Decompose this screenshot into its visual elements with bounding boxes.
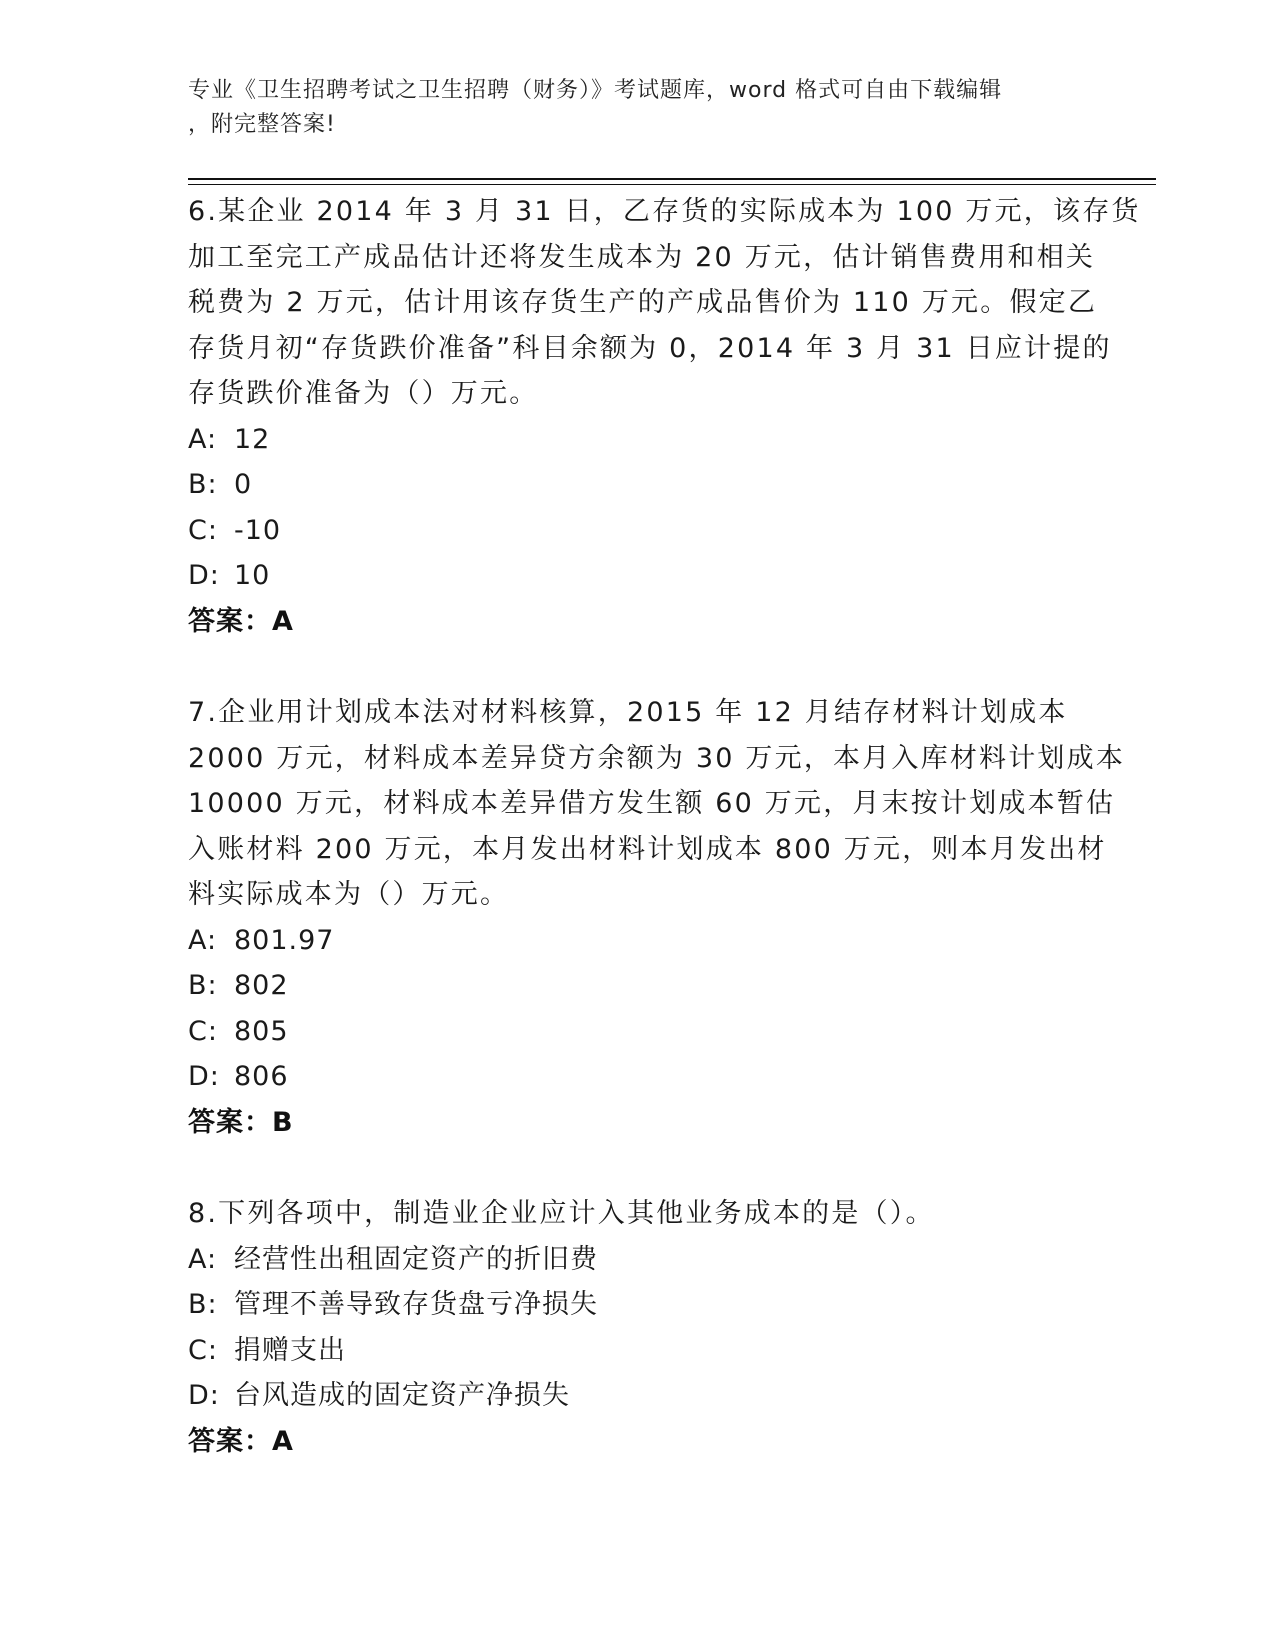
option-b	[188, 462, 1118, 508]
question-6	[188, 189, 1141, 644]
option-label: C:	[188, 1015, 218, 1047]
option-a	[188, 1237, 1118, 1283]
option-text: 10	[234, 560, 271, 591]
option-text: 管理不善导致存货盘亏净损失	[234, 1289, 598, 1320]
option-text: 经营性出租固定资产的折旧费	[234, 1243, 598, 1275]
question-stem-line: 6.某企业 2014 年 3 月 31 日，乙存货的实际成本为 100 万元，该存货	[188, 196, 1141, 227]
option-label: A:	[188, 423, 218, 455]
option-a	[188, 417, 1118, 463]
option-d	[188, 553, 1118, 599]
option-label: C:	[188, 1334, 218, 1366]
option-c	[188, 1009, 1118, 1055]
option-text: 806	[234, 1061, 289, 1092]
answer-line: 答案：B	[188, 1106, 294, 1138]
question-stem-line: 10000 万元，材料成本差异借方发生额 60 万元，月末按计划成本暂估	[188, 788, 1116, 819]
header-divider-thin	[188, 184, 1156, 185]
option-c	[188, 508, 1118, 554]
option-text: 801.97	[234, 924, 335, 956]
option-label: B:	[188, 970, 218, 1001]
option-c	[188, 1328, 1118, 1374]
option-text: 802	[234, 970, 289, 1001]
question-stem-line: 存货跌价准备为（）万元。	[188, 378, 539, 409]
header-divider-thick	[188, 178, 1156, 180]
option-text: 台风造成的固定资产净损失	[234, 1380, 570, 1411]
question-8	[188, 1191, 1118, 1464]
question-stem-line: 料实际成本为（）万元。	[188, 879, 510, 910]
option-text: 捐赠支出	[234, 1334, 346, 1366]
document-header	[188, 74, 1088, 142]
answer-line: 答案：A	[188, 605, 294, 637]
question-stem-line: 7.企业用计划成本法对材料核算，2015 年 12 月结存材料计划成本	[188, 697, 1068, 728]
question-stem-line: 2000 万元，材料成本差异贷方余额为 30 万元，本月入库材料计划成本	[188, 742, 1126, 774]
option-a	[188, 918, 1118, 964]
option-d	[188, 1373, 1118, 1419]
question-spacer	[188, 644, 1118, 690]
option-label: A:	[188, 1243, 218, 1275]
header-line-2: ，附完整答案!	[188, 112, 336, 137]
option-label: A:	[188, 924, 218, 956]
option-label: B:	[188, 1289, 218, 1320]
option-label: B:	[188, 469, 218, 500]
option-text: 805	[234, 1015, 289, 1047]
option-text: -10	[234, 514, 282, 546]
option-label: D:	[188, 1380, 220, 1411]
header-line-1: 专业《卫生招聘考试之卫生招聘（财务）》考试题库，word 格式可自由下载编辑	[188, 78, 1003, 103]
option-label: D:	[188, 560, 220, 591]
option-b	[188, 963, 1118, 1009]
option-text: 12	[234, 423, 271, 455]
option-d	[188, 1054, 1118, 1100]
question-spacer	[188, 1145, 1118, 1191]
option-label: C:	[188, 514, 218, 546]
question-list	[188, 189, 1141, 1464]
option-b	[188, 1282, 1118, 1328]
question-stem-line: 入账材料 200 万元，本月发出材料计划成本 800 万元，则本月发出材	[188, 833, 1107, 865]
question-stem-line: 加工至完工产成品估计还将发生成本为 20 万元，估计销售费用和相关	[188, 241, 1096, 273]
question-stem-line: 税费为 2 万元，估计用该存货生产的产成品售价为 110 万元。假定乙	[188, 287, 1098, 318]
answer-line: 答案：A	[188, 1425, 294, 1457]
question-stem-line: 8.下列各项中，制造业企业应计入其他业务成本的是（）。	[188, 1198, 935, 1229]
question-stem-line: 存货月初“存货跌价准备”科目余额为 0，2014 年 3 月 31 日应计提的	[188, 332, 1112, 364]
option-label: D:	[188, 1061, 220, 1092]
option-text: 0	[234, 469, 253, 500]
question-7	[188, 690, 1126, 1145]
